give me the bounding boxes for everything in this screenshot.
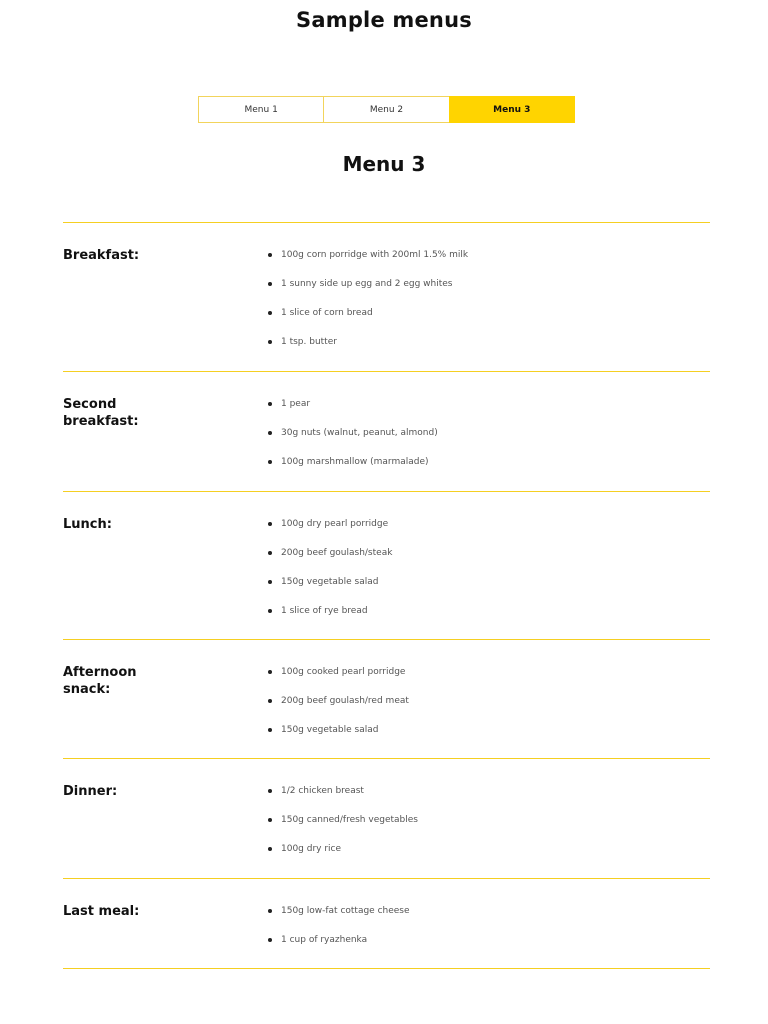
list-item: 100g marshmallow (marmalade): [268, 455, 438, 484]
menu-tabs: [198, 96, 575, 123]
tab-menu-2[interactable]: Menu 2: [323, 96, 448, 123]
meal-items: [268, 517, 392, 633]
list-item: 150g vegetable salad: [268, 723, 409, 752]
meal-section-afternoon-snack: [63, 639, 710, 758]
page-title: Sample menus: [296, 8, 472, 32]
list-item: 30g nuts (walnut, peanut, almond): [268, 426, 438, 455]
meal-list: [63, 222, 710, 969]
meal-name: Dinner:: [63, 784, 118, 799]
list-item: 200g beef goulash/red meat: [268, 694, 409, 723]
meal-items: [268, 248, 468, 364]
tab-menu-3[interactable]: Menu 3: [449, 96, 575, 123]
meal-items: [268, 397, 438, 484]
list-item: 1/2 chicken breast: [268, 784, 418, 813]
list-item: 1 slice of corn bread: [268, 306, 468, 335]
list-item: 150g vegetable salad: [268, 575, 392, 604]
list-item: 100g cooked pearl porridge: [268, 665, 409, 694]
meal-section-dinner: [63, 758, 710, 878]
meal-name: Breakfast:: [63, 248, 140, 263]
meal-items: [268, 665, 409, 752]
meal-section-lunch: [63, 491, 710, 639]
menu-title: Menu 3: [342, 152, 426, 176]
meal-name: Last meal:: [63, 904, 140, 919]
meal-items: [268, 904, 410, 962]
meal-items: [268, 784, 418, 871]
list-item: 1 tsp. butter: [268, 335, 468, 364]
tab-menu-1[interactable]: Menu 1: [198, 96, 323, 123]
list-item: 1 slice of rye bread: [268, 604, 392, 633]
list-item: 200g beef goulash/steak: [268, 546, 392, 575]
meal-section-second-breakfast: [63, 371, 710, 491]
list-item: 1 pear: [268, 397, 438, 426]
list-item: 150g low-fat cottage cheese: [268, 904, 410, 933]
list-item: 100g dry pearl porridge: [268, 517, 392, 546]
list-item: 150g canned/fresh vegetables: [268, 813, 418, 842]
list-item: 1 sunny side up egg and 2 egg whites: [268, 277, 468, 306]
list-item: 100g dry rice: [268, 842, 418, 871]
meal-section-last-meal: [63, 878, 710, 969]
list-item: 1 cup of ryazhenka: [268, 933, 410, 962]
meal-name: Afternoon snack:: [63, 665, 137, 697]
meal-section-breakfast: [63, 222, 710, 371]
list-item: 100g corn porridge with 200ml 1.5% milk: [268, 248, 468, 277]
meal-name: Second breakfast:: [63, 397, 139, 429]
meal-name: Lunch:: [63, 517, 112, 532]
